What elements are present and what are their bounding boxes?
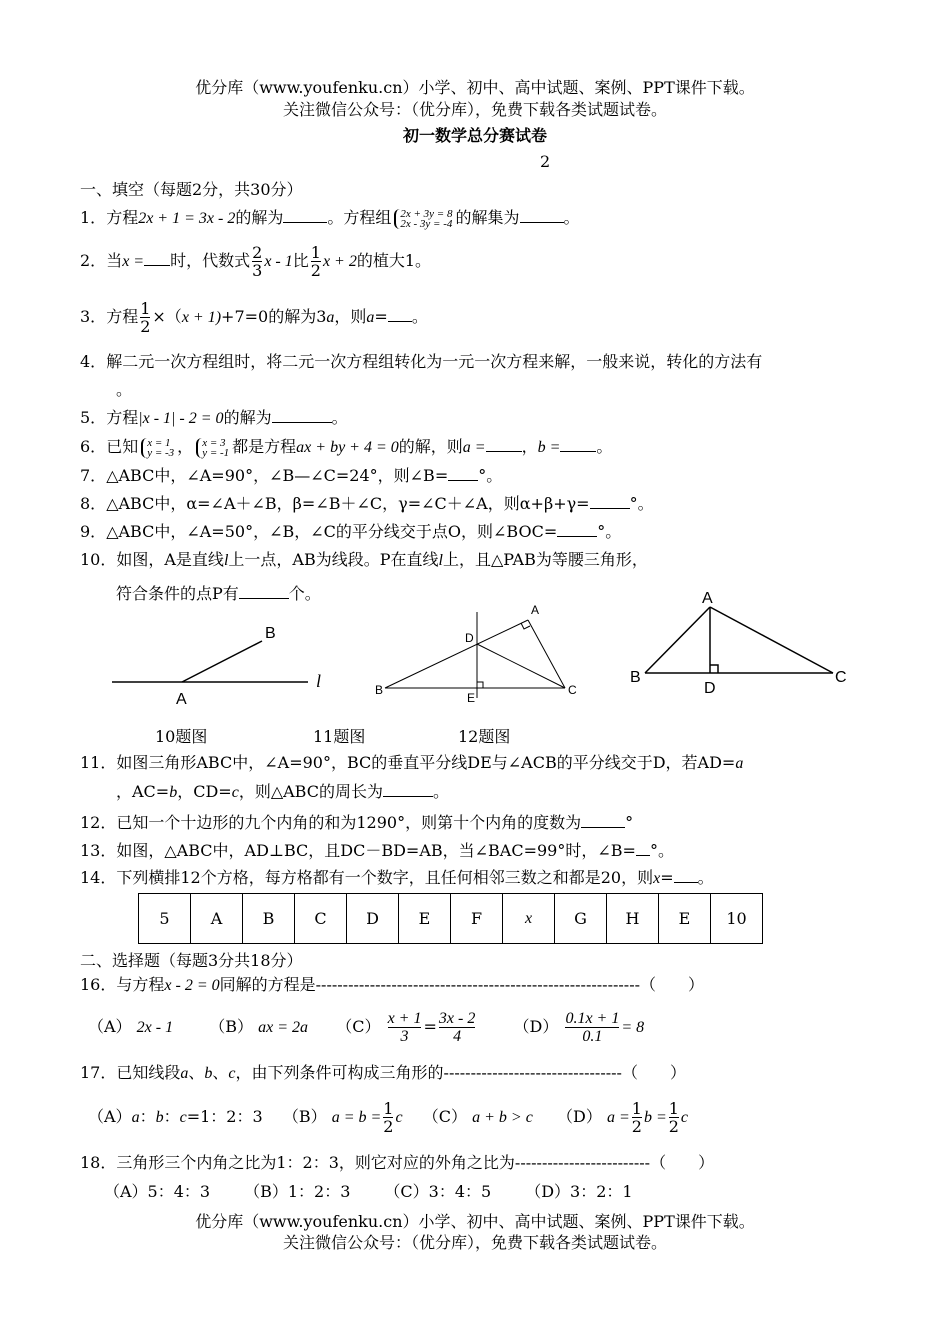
segment-ab [182,641,262,682]
grid-cell: H [607,894,659,944]
option-b: （B）1：2：3 [244,1182,351,1201]
option-d: （D） $\frac{0.1x + 1}{0.1}$ = 8 [513,1010,645,1045]
grid-cell: D [347,894,399,944]
option-c: （C） $\frac{x + 1}{3}$ = $\frac{3x - 2}{4}$ [336,1010,476,1045]
right-angle-a [521,623,530,629]
footer-line-1: 优分库（www.youfenku.cn）小学、初中、高中试题、案例、PPT课件下载。 [195,1212,755,1231]
right-angle-e [477,682,483,688]
section1-heading: 一、填空（每题2分，共30分） [80,180,303,199]
label-b: B [375,683,384,697]
option-d: （D） a = $\frac{1}{2}$ b = $\frac{1}{2}$ c [557,1099,689,1136]
grid-cell: C [295,894,347,944]
figure-11 [370,598,590,710]
question-4-end: 。 [116,380,133,399]
label-a: A [176,691,187,708]
question-7: 7．△ABC中，∠A=90°，∠B—∠C=24°，则∠B= °。 [80,466,503,485]
question-17-options [88,1100,688,1135]
option-b: （B） a = b = $\frac{1}{2}$ c [282,1099,403,1136]
label-d: D [465,631,474,645]
segment-dc [477,644,565,688]
option-a: （A） 2x - 1 [88,1017,174,1036]
fraction: $\frac{2}{3}$ [252,243,263,280]
label-e: E [467,691,476,705]
right-angle-d [710,665,718,673]
question-10: 10．如图，A是直线l上一点，AB为线段。P在直线l上，且△PAB为等腰三角形， [80,550,648,569]
grid-row [139,894,763,944]
question-11-line2: ，AC=b，CD=c，则△ABC的周长为 。 [116,782,449,801]
question-14: 14．下列横排12个方格，每方格都有一个数字，且任何相邻三数之和都是20，则x= 。 [80,868,714,887]
segment-ac [528,620,565,688]
question-11: 11．如图三角形ABC中，∠A=90°，BC的垂直平分线DE与∠ACB的平分线交于D，若AD=a [80,753,744,772]
question-1: 1．方程2x + 1 = 3x - 2的解为 。方程组 2x + 3y = 8 2x - 3y = -4 的解集为 。 [80,207,580,230]
label-b: B [630,669,641,686]
option-c: （C） a + b > c [422,1107,533,1126]
label-d: D [704,680,716,697]
header-line-1: 优分库（www.youfenku.cn）小学、初中、高中试题、案例、PPT课件下载。 [195,78,755,97]
question-12: 12．已知一个十边形的九个内角的和为1290°，则第十个内角的度数为 ° [80,813,634,832]
grid-cell: E [399,894,451,944]
question-16-options [88,1010,644,1045]
caption-figure-12: 12题图 [458,727,511,746]
option-a: （A）a：b：c=1：2：3 [88,1107,263,1126]
label-c: C [835,669,847,686]
label-l: l [316,671,322,691]
caption-figure-11: 11题图 [313,727,366,746]
segment-ac [710,607,833,673]
label-a: A [531,603,540,617]
question-10-line2: 符合条件的点P有 个。 [116,584,321,603]
grid-cell: 5 [139,894,191,944]
label-a: A [702,590,713,607]
grid-cell: E [659,894,711,944]
question-8: 8．△ABC中，α=∠A＋∠B，β=∠B＋∠C，γ=∠C＋∠A，则α+β+γ= °。 [80,494,654,513]
page-number: 2 [540,152,551,171]
figure-12 [625,585,855,700]
fraction: $\frac{1}{2}$ [310,243,321,280]
question-16: 16．与方程x - 2 = 0同解的方程是------------------------------------------------------------（ ） [80,975,705,994]
section2-heading: 二、选择题（每题3分共18分） [80,951,303,970]
question-3: 3．方程 $\frac{1}{2}$ ×（x + 1)+7=0的解为3a，则a= 。 [80,299,428,336]
number-grid [138,893,763,944]
grid-cell: G [555,894,607,944]
grid-cell: B [243,894,295,944]
segment-ba [385,620,528,688]
option-b: （B） ax = 2a [209,1017,309,1036]
label-b: B [265,625,276,642]
grid-cell: 10 [711,894,763,944]
option-d: （D）3：2：1 [525,1182,633,1201]
page-title: 初一数学总分赛试卷 [402,126,547,145]
question-9: 9．△ABC中，∠A=50°，∠B，∠C的平分线交于点O，则∠BOC= °。 [80,522,622,541]
question-5: 5．方程|x - 1| - 2 = 0的解为 。 [80,408,348,427]
segment-ab [645,607,710,673]
footer-line-2: 关注微信公众号：（优分库），免费下载各类试题试卷。 [282,1233,667,1252]
figure-10 [100,614,340,714]
option-c: （C）3：4：5 [384,1182,492,1201]
grid-cell: A [191,894,243,944]
grid-cell: F [451,894,503,944]
equation-system: 2x + 3y = 8 2x - 3y = -4 [394,209,452,229]
header-line-2: 关注微信公众号：（优分库），免费下载各类试题试卷。 [282,100,667,119]
question-4: 4．解二元一次方程组时，将二元一次方程组转化为一元一次方程来解，一般来说，转化的方法有 [80,352,763,371]
fraction: $\frac{1}{2}$ [140,299,151,336]
question-13: 13．如图，△ABC中，AD⊥BC，且DC－BD=AB，当∠BAC=99°时，∠B= °。 [80,841,674,860]
question-2: 2．当x = 时，代数式 $\frac{2}{3}$ x - 1比 $\frac{1}{2}$ x + 2的植大1。 [80,243,432,280]
question-6: 6．已知 x = 1 y = -3 ， x = 3 y = -1 都是方程ax + by + 4 = 0的解，则a = ，b = 。 [80,436,613,459]
question-18-options [104,1182,633,1202]
option-a: （A）5：4：3 [104,1182,211,1201]
grid-cell: x [503,894,555,944]
question-17: 17．已知线段a、b、c，由下列条件可构成三角形的---------------------------------（ ） [80,1063,686,1082]
caption-figure-10: 10题图 [155,727,208,746]
question-18: 18．三角形三个内角之比为1：2：3，则它对应的外角之比为-------------------------（ ） [80,1153,715,1172]
equation-system: x = 1 y = -3 [141,438,174,458]
equation-system: x = 3 y = -1 [196,438,229,458]
label-c: C [568,683,577,697]
